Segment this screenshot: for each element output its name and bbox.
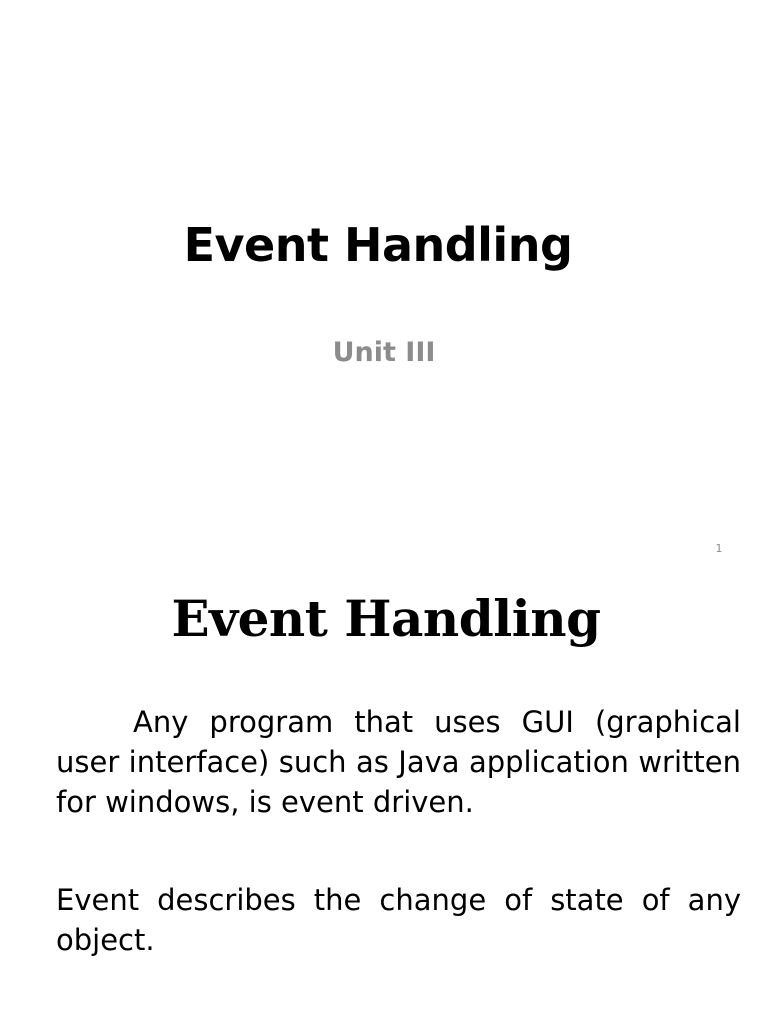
slide-1-title: Event Handling xyxy=(183,218,573,272)
slide-2 xyxy=(0,576,768,1024)
slide-2-title: Event Handling xyxy=(171,589,601,648)
body-paragraph-event: Event describes the change of state of any object. xyxy=(56,883,741,957)
slide-number: 1 xyxy=(715,542,723,555)
slide-1-subtitle: Unit III xyxy=(332,337,436,368)
slide-2-body xyxy=(56,702,741,1017)
body-paragraph-gui: Any program that uses GUI (graphical user interface) such as Java application written for windows, is event driven. xyxy=(56,705,741,819)
